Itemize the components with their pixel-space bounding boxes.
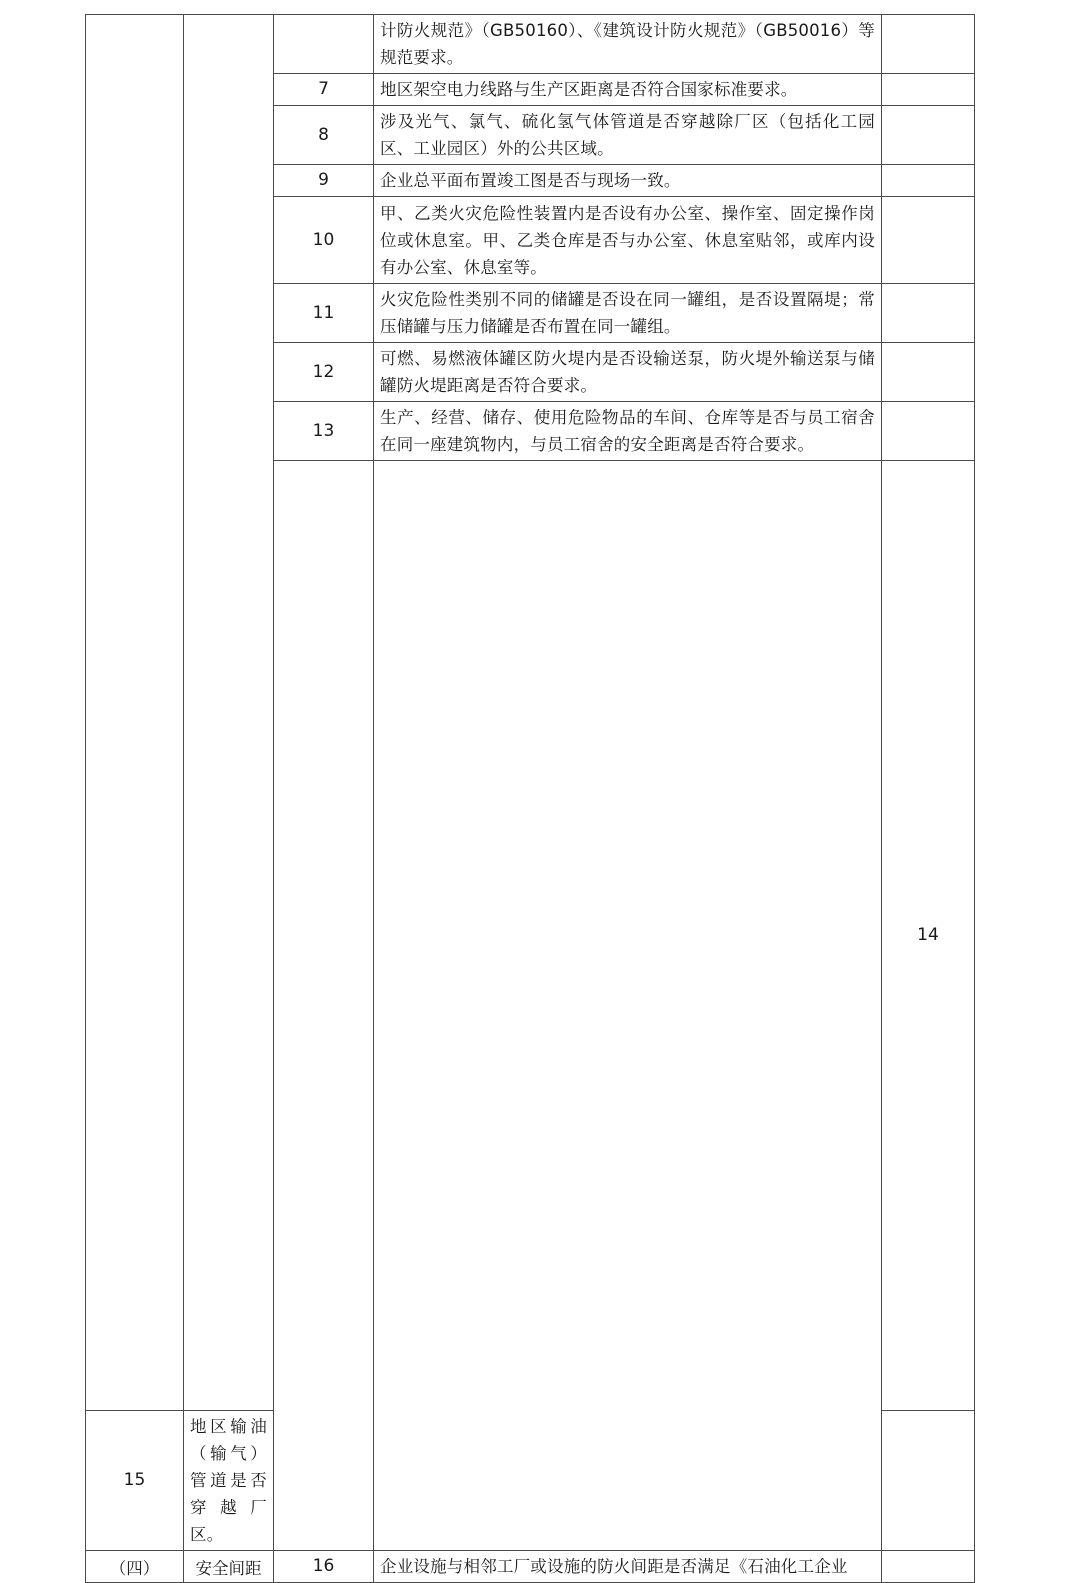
remark-cell	[882, 284, 975, 343]
item-content: 计防火规范》（GB50160）、《建筑设计防火规范》（GB50016）等规范要求。	[374, 15, 882, 74]
remark-cell	[882, 402, 975, 461]
remark-cell	[882, 106, 975, 165]
item-number: 9	[274, 165, 374, 197]
item-content: 火灾危险性类别不同的储罐是否设在同一罐组，是否设置隔堤；常压储罐与压力储罐是否布置在同一罐组。	[374, 284, 882, 343]
remark-cell	[882, 343, 975, 402]
item-number: 10	[274, 197, 374, 284]
item-content: 企业总平面布置竣工图是否与现场一致。	[374, 165, 882, 197]
category-label-cell	[184, 15, 274, 1411]
item-content: 地区架空电力线路与生产区距离是否符合国家标准要求。	[374, 74, 882, 106]
inspection-table-container	[85, 14, 975, 1583]
item-number: 15	[86, 1411, 184, 1551]
item-content: 生产、经营、储存、使用危险物品的车间、仓库等是否与员工宿舍在同一座建筑物内，与员工宿舍的安全距离是否符合要求。	[374, 402, 882, 461]
item-number: 12	[274, 343, 374, 402]
item-number: 11	[274, 284, 374, 343]
remark-cell	[882, 197, 975, 284]
item-number	[274, 15, 374, 74]
category-seq-cell	[274, 461, 374, 1551]
remark-cell	[882, 74, 975, 106]
item-content: 涉及光气、氯气、硫化氢气体管道是否穿越除厂区（包括化工园区、工业园区）外的公共区域。	[374, 106, 882, 165]
item-content: 企业设施与相邻工厂或设施的防火间距是否满足《石油化工企业	[374, 1551, 882, 1583]
table-row	[86, 1551, 975, 1583]
item-number: 7	[274, 74, 374, 106]
category-seq-cell	[86, 15, 184, 1411]
remark-cell	[882, 15, 975, 74]
item-content: 地区输油（输气）管道是否穿越厂区。	[184, 1411, 274, 1551]
category-label-cell	[374, 461, 882, 1551]
item-number: 13	[274, 402, 374, 461]
section-seq: （四）	[86, 1551, 184, 1583]
item-number: 14	[882, 461, 975, 1411]
item-number: 8	[274, 106, 374, 165]
section-label: 安全间距	[184, 1551, 274, 1583]
remark-cell	[882, 165, 975, 197]
remark-cell	[882, 1551, 975, 1583]
remark-cell	[882, 1411, 975, 1551]
inspection-table	[85, 14, 975, 1583]
item-content: 甲、乙类火灾危险性装置内是否设有办公室、操作室、固定操作岗位或休息室。甲、乙类仓库是否与办公室、休息室贴邻，或库内设有办公室、休息室等。	[374, 197, 882, 284]
item-content: 可燃、易燃液体罐区防火堤内是否设输送泵，防火堤外输送泵与储罐防火堤距离是否符合要求。	[374, 343, 882, 402]
table-row	[86, 15, 975, 74]
item-number: 16	[274, 1551, 374, 1583]
